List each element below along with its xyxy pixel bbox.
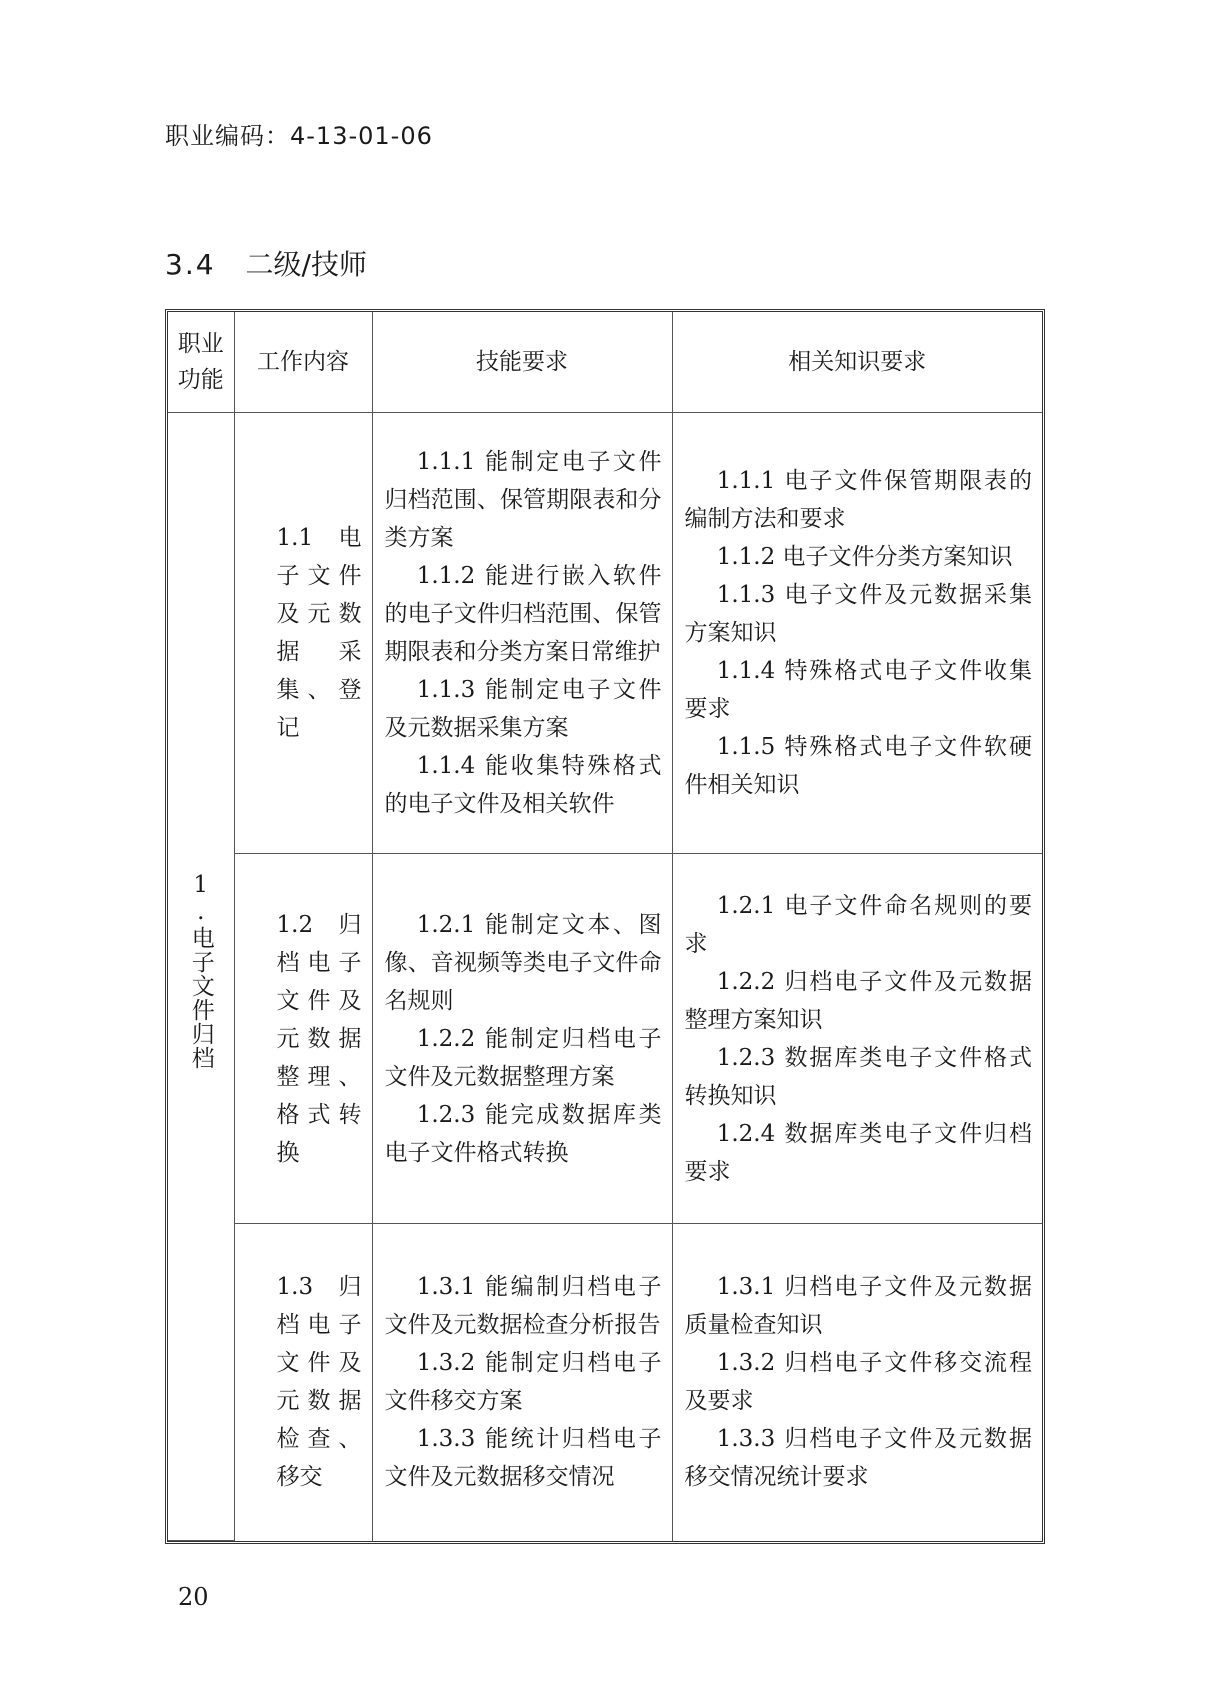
table-header-row [168, 312, 1042, 413]
skills-cell [372, 854, 672, 1224]
work-content-cell [234, 1224, 372, 1541]
table-row [168, 413, 1042, 854]
knowledge-cell [672, 854, 1042, 1224]
table-row [168, 1224, 1042, 1541]
skills-table [168, 312, 1042, 1541]
column-header-knowledge: 相关知识要求 [672, 312, 1042, 413]
skills-cell [372, 1224, 672, 1541]
knowledge-item: 1.2.2 归档电子文件及元数据整理方案知识 [684, 968, 1032, 1033]
knowledge-cell [672, 1224, 1042, 1541]
knowledge-item: 1.3.3 归档电子文件及元数据移交情况统计要求 [684, 1426, 1032, 1491]
knowledge-item: 1.3.1 归档电子文件及元数据质量检查知识 [684, 1274, 1032, 1339]
column-header-content: 工作内容 [234, 312, 372, 413]
skill-item: 1.1.4 能收集特殊格式的电子文件及相关软件 [384, 753, 662, 817]
work-content-cell [234, 854, 372, 1224]
function-name: 1.电子文件归档 [187, 871, 214, 1070]
skill-item: 1.2.2 能制定归档电子文件及元数据整理方案 [384, 1025, 662, 1090]
knowledge-cell [672, 413, 1042, 854]
skills-cell [372, 413, 672, 854]
page-number: 20 [178, 1583, 209, 1611]
column-header-skills: 技能要求 [372, 312, 672, 413]
knowledge-item: 1.2.1 电子文件命名规则的要求 [684, 892, 1032, 957]
skill-item: 1.2.3 能完成数据库类电子文件格式转换 [384, 1101, 662, 1166]
knowledge-item: 1.1.2 电子文件分类方案知识 [716, 544, 1013, 570]
section-title: 二级/技师 [245, 248, 367, 281]
section-number: 3.4 [165, 248, 216, 281]
skill-item: 1.2.1 能制定文本、图像、音视频等类电子文件命名规则 [384, 911, 662, 1014]
skill-item: 1.1.3 能制定电子文件及元数据采集方案 [384, 677, 662, 741]
knowledge-item: 1.1.1 电子文件保管期限表的编制方法和要求 [684, 468, 1032, 532]
work-content-text: 1.2 归档电子文件及元数据整理、格式转换 [276, 911, 362, 1166]
knowledge-item: 1.2.3 数据库类电子文件格式转换知识 [684, 1044, 1032, 1109]
work-content-text: 1.1 电子文件及元数据采集、登记 [276, 525, 362, 741]
occupation-code: 职业编码：4-13-01-06 [165, 122, 433, 150]
knowledge-item: 1.2.4 数据库类电子文件归档要求 [684, 1120, 1032, 1185]
knowledge-item: 1.1.3 电子文件及元数据采集方案知识 [684, 582, 1032, 646]
knowledge-item: 1.1.4 特殊格式电子文件收集要求 [684, 658, 1032, 722]
skills-table-frame [165, 309, 1045, 1544]
column-header-function: 职业功能 [168, 312, 234, 413]
skill-item: 1.3.2 能制定归档电子文件移交方案 [384, 1350, 662, 1415]
work-content-text: 1.3 归档电子文件及元数据检查、移交 [276, 1274, 362, 1491]
work-content-cell [234, 413, 372, 854]
skill-item: 1.3.3 能统计归档电子文件及元数据移交情况 [384, 1426, 662, 1491]
skill-item: 1.3.1 能编制归档电子文件及元数据检查分析报告 [384, 1274, 662, 1339]
knowledge-item: 1.1.5 特殊格式电子文件软硬件相关知识 [684, 734, 1032, 798]
section-heading [165, 243, 367, 283]
table-row [168, 854, 1042, 1224]
function-cell [168, 413, 234, 1541]
skill-item: 1.1.1 能制定电子文件归档范围、保管期限表和分类方案 [384, 449, 662, 551]
skill-item: 1.1.2 能进行嵌入软件的电子文件归档范围、保管期限表和分类方案日常维护 [384, 563, 662, 665]
knowledge-item: 1.3.2 归档电子文件移交流程及要求 [684, 1350, 1032, 1415]
